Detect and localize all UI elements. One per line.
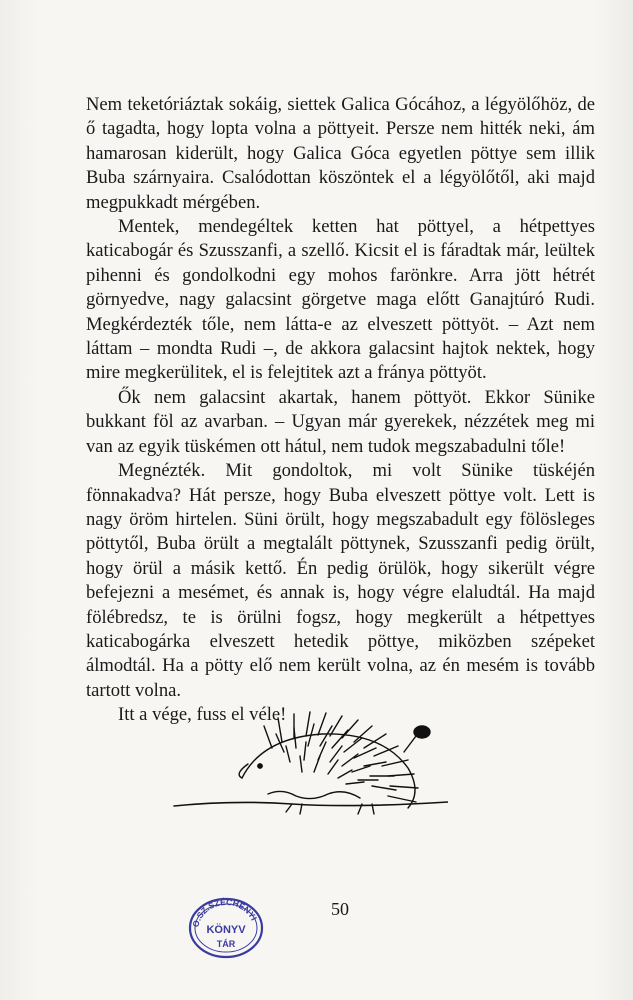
hedgehog-illustration: [172, 708, 448, 848]
paragraph-1: Nem teketóriáztak sokáig, siettek Galica Gócához, a légyölőhöz, de ő tagadta, hogy lopta volna a pöttyeit. Persze nem hitték neki, ám hamarosan kiderült, hogy Galica Góca egyetlen pöttye sem illik Buba szárnyaira. Csalódottan köszöntek el a légyölőtől, aki majd megpukkadt mérgében.: [86, 94, 595, 213]
story-text: [86, 93, 595, 728]
page-number: 50: [331, 899, 349, 919]
stamp-middle-text: KÖNYV: [206, 924, 246, 936]
library-stamp: [186, 893, 266, 959]
paragraph-2: Mentek, mendegéltek ketten hat pöttyel, a hétpettyes katicabogár és Szusszanfi, a szellő. Kicsit el is fáradtak már, leültek pihenni és gondolkodni egy mohos farönkre. Arra jött hétrét görnyedve, nagy galacsint görgetve maga előtt Ganajtúró Rudi. Megkérdezték tőle, nem látta-e az elveszett pöttyöt. – Azt nem láttam – mondta Rudi –, de akkora galacsint hajtok nektek, hogy mire megkerülitek, el is felejtitek azt a fránya pöttyöt.: [86, 216, 595, 384]
paragraph-4: Megnézték. Mit gondoltok, mi volt Sünike tüskéjén fönnakadva? Hát persze, hogy Buba elveszett pöttye volt. Lett is nagy öröm hirtelen. Süni örült, hogy megszabadult egy fölösleges pöttytől, Buba örült a megtalált pöttynek, Szusszanfi pedig örült, hogy örül a másik kettő. Én pedig örülök, hogy sikerült végre befejezni a mesémet, és annak is, hogy végre elaludtál. Ha majd fölébredsz, te is örülni fogsz, hogy megkerült a hétpettyes katicabogárka elveszett hetedik pöttye, miközben szépeket álmodtál. Ha a pötty elő nem került volna, az én mesém is tovább tartott volna.: [86, 460, 595, 701]
story-ending: Itt a vége, fuss el véle!: [118, 704, 287, 726]
stamp-top-text: O.SZ.SZÉCHÉNYI: [190, 896, 260, 929]
paragraph-3: Ők nem galacsint akartak, hanem pöttyöt. Ekkor Sünike bukkant föl az avarban. – Ugyan már gyerekek, nézzétek meg mi van az egyik tüskémen ott hátul, nem tudok megszabadulni tőle!: [86, 386, 595, 457]
stamp-bottom-text: TÁR: [216, 939, 236, 949]
